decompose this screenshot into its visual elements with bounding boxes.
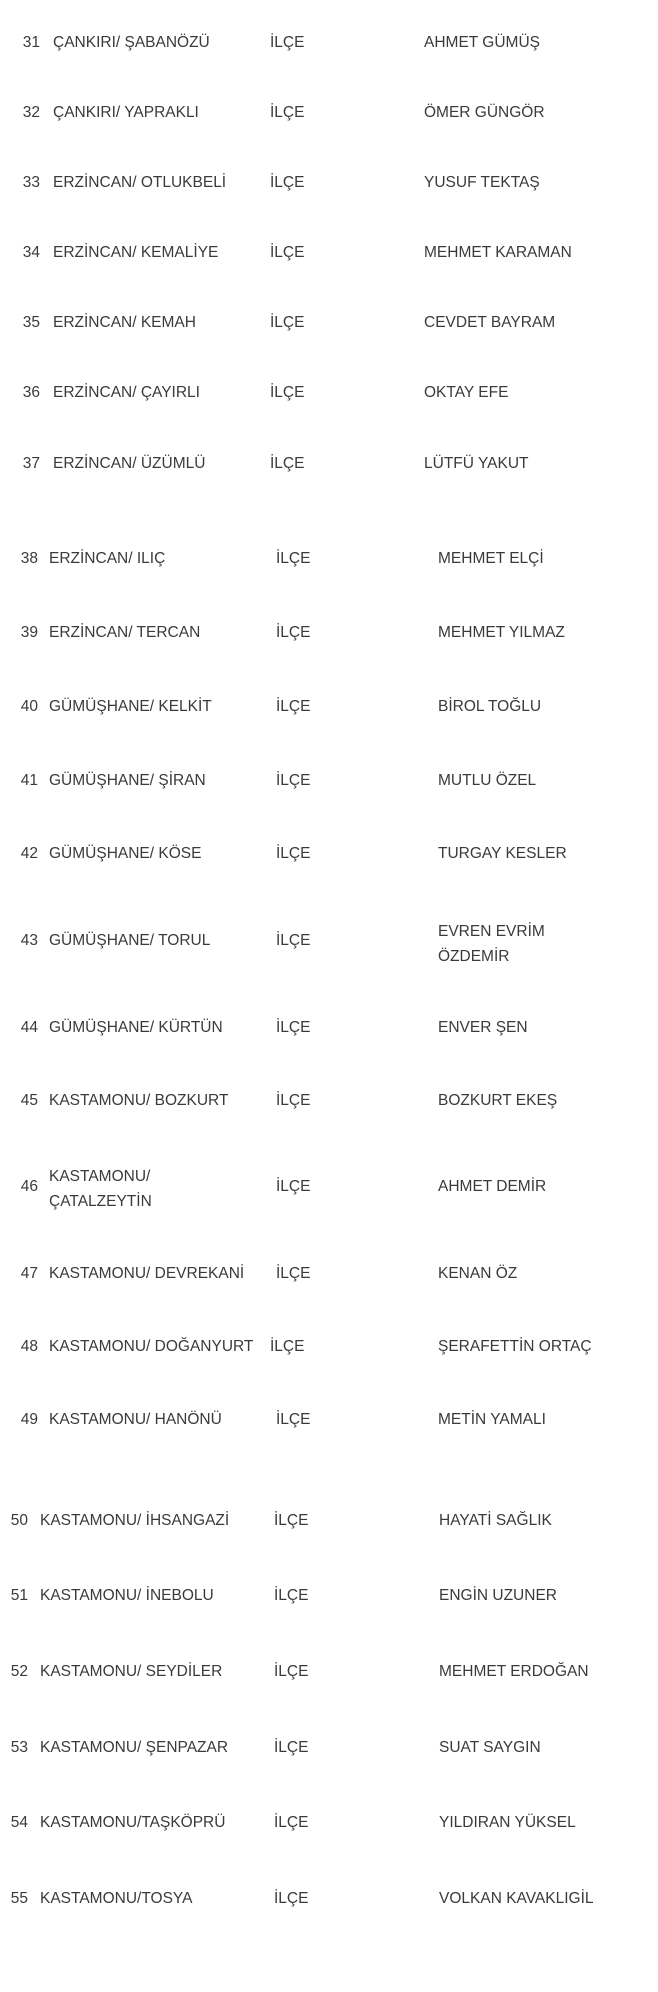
candidate-name: SUAT SAYGIN [439, 1739, 541, 1756]
unit-type: İLÇE [276, 1178, 311, 1195]
district-name: ERZİNCAN/ ILIÇ [49, 550, 166, 567]
unit-type: İLÇE [276, 1411, 311, 1428]
candidate-name-line: ÖZDEMİR [438, 948, 510, 965]
district-name-line: ÇATALZEYTİN [49, 1193, 152, 1210]
district-name: KASTAMONU/ ŞENPAZAR [40, 1739, 229, 1756]
unit-type: İLÇE [270, 455, 305, 472]
unit-type: İLÇE [270, 384, 305, 401]
candidate-name: HAYATİ SAĞLIK [439, 1512, 552, 1529]
row-number: 33 [22, 174, 40, 191]
candidate-name: TURGAY KESLER [438, 845, 567, 862]
row-number: 39 [20, 624, 38, 641]
district-name: ERZİNCAN/ OTLUKBELİ [53, 174, 227, 191]
unit-type: İLÇE [270, 314, 305, 331]
unit-type: İLÇE [274, 1814, 309, 1831]
row-number: 43 [20, 932, 38, 949]
district-name: ERZİNCAN/ KEMALİYE [53, 244, 219, 261]
unit-type: İLÇE [276, 1265, 311, 1282]
candidate-name: BOZKURT EKEŞ [438, 1092, 558, 1109]
candidate-name: LÜTFÜ YAKUT [424, 455, 529, 472]
candidate-name: ŞERAFETTİN ORTAÇ [438, 1338, 592, 1355]
row-number: 41 [20, 772, 38, 789]
unit-type: İLÇE [274, 1890, 309, 1907]
district-name [49, 1164, 152, 1214]
row-number: 31 [22, 34, 40, 51]
row-number: 40 [20, 698, 38, 715]
candidate-name: AHMET GÜMÜŞ [424, 34, 540, 51]
row-number: 38 [20, 550, 38, 567]
district-name: KASTAMONU/ HANÖNÜ [49, 1411, 222, 1428]
unit-type: İLÇE [276, 624, 311, 641]
unit-type: İLÇE [274, 1663, 309, 1680]
district-name: KASTAMONU/TOSYA [40, 1890, 193, 1907]
district-name: ÇANKIRI/ ŞABANÖZÜ [53, 34, 210, 51]
unit-type: İLÇE [270, 174, 305, 191]
candidate-name: METİN YAMALI [438, 1411, 546, 1428]
row-number: 50 [10, 1512, 28, 1529]
district-name: GÜMÜŞHANE/ KÜRTÜN [49, 1019, 223, 1036]
row-number: 32 [22, 104, 40, 121]
candidate-name: VOLKAN KAVAKLIGİL [439, 1890, 594, 1907]
district-name: KASTAMONU/ SEYDİLER [40, 1663, 223, 1680]
row-number: 35 [22, 314, 40, 331]
unit-type: İLÇE [270, 244, 305, 261]
district-name: ERZİNCAN/ TERCAN [49, 624, 201, 641]
row-number: 49 [20, 1411, 38, 1428]
unit-type: İLÇE [274, 1512, 309, 1529]
candidate-name: AHMET DEMİR [438, 1178, 547, 1195]
row-number: 47 [20, 1265, 38, 1282]
district-name: GÜMÜŞHANE/ TORUL [49, 932, 211, 949]
unit-type: İLÇE [276, 550, 311, 567]
unit-type: İLÇE [276, 932, 311, 949]
unit-type: İLÇE [274, 1739, 309, 1756]
district-name: KASTAMONU/ İNEBOLU [40, 1587, 214, 1604]
row-number: 45 [20, 1092, 38, 1109]
row-number: 55 [10, 1890, 28, 1907]
unit-type: İLÇE [276, 698, 311, 715]
candidate-name: ENGİN UZUNER [439, 1587, 557, 1604]
row-number: 52 [10, 1663, 28, 1680]
unit-type: İLÇE [270, 104, 305, 121]
candidate-name: MUTLU ÖZEL [438, 772, 537, 789]
district-name: ÇANKIRI/ YAPRAKLI [53, 104, 199, 121]
district-name: KASTAMONU/ DEVREKANİ [49, 1265, 245, 1282]
row-number: 54 [10, 1814, 28, 1831]
district-name: ERZİNCAN/ ÜZÜMLÜ [53, 455, 206, 472]
candidate-name: MEHMET ERDOĞAN [439, 1663, 589, 1680]
district-name: ERZİNCAN/ ÇAYIRLI [53, 384, 200, 401]
candidate-name: MEHMET KARAMAN [424, 244, 572, 261]
district-name: GÜMÜŞHANE/ ŞİRAN [49, 772, 206, 789]
row-number: 46 [20, 1178, 38, 1195]
district-name: KASTAMONU/TAŞKÖPRÜ [40, 1814, 226, 1831]
candidate-name: MEHMET YILMAZ [438, 624, 565, 641]
candidate-name: BİROL TOĞLU [438, 698, 542, 715]
candidate-name: YUSUF TEKTAŞ [424, 174, 540, 191]
district-name: GÜMÜŞHANE/ KÖSE [49, 845, 202, 862]
row-number: 53 [10, 1739, 28, 1756]
unit-type: İLÇE [274, 1587, 309, 1604]
candidate-name: CEVDET BAYRAM [424, 314, 556, 331]
district-name: GÜMÜŞHANE/ KELKİT [49, 698, 212, 715]
row-number: 42 [20, 845, 38, 862]
district-name: KASTAMONU/ DOĞANYURT [49, 1338, 254, 1355]
row-number: 51 [10, 1587, 28, 1604]
row-number: 48 [20, 1338, 38, 1355]
row-number: 37 [22, 455, 40, 472]
unit-type: İLÇE [276, 1092, 311, 1109]
candidate-name: MEHMET ELÇİ [438, 550, 544, 567]
candidate-name: OKTAY EFE [424, 384, 509, 401]
unit-type: İLÇE [276, 1019, 311, 1036]
candidate-name: YILDIRAN YÜKSEL [439, 1814, 576, 1831]
candidate-name [438, 919, 545, 969]
unit-type: İLÇE [270, 1338, 305, 1355]
row-number: 44 [20, 1019, 38, 1036]
district-name: KASTAMONU/ İHSANGAZİ [40, 1512, 230, 1529]
row-number: 36 [22, 384, 40, 401]
candidate-name: ENVER ŞEN [438, 1019, 528, 1036]
candidate-name: KENAN ÖZ [438, 1265, 518, 1282]
district-name-line: KASTAMONU/ [49, 1168, 151, 1185]
row-number: 34 [22, 244, 40, 261]
district-name: ERZİNCAN/ KEMAH [53, 314, 196, 331]
unit-type: İLÇE [276, 845, 311, 862]
district-name: KASTAMONU/ BOZKURT [49, 1092, 229, 1109]
unit-type: İLÇE [276, 772, 311, 789]
candidate-name: ÖMER GÜNGÖR [424, 104, 545, 121]
unit-type: İLÇE [270, 34, 305, 51]
candidate-name-line: EVREN EVRİM [438, 923, 545, 940]
